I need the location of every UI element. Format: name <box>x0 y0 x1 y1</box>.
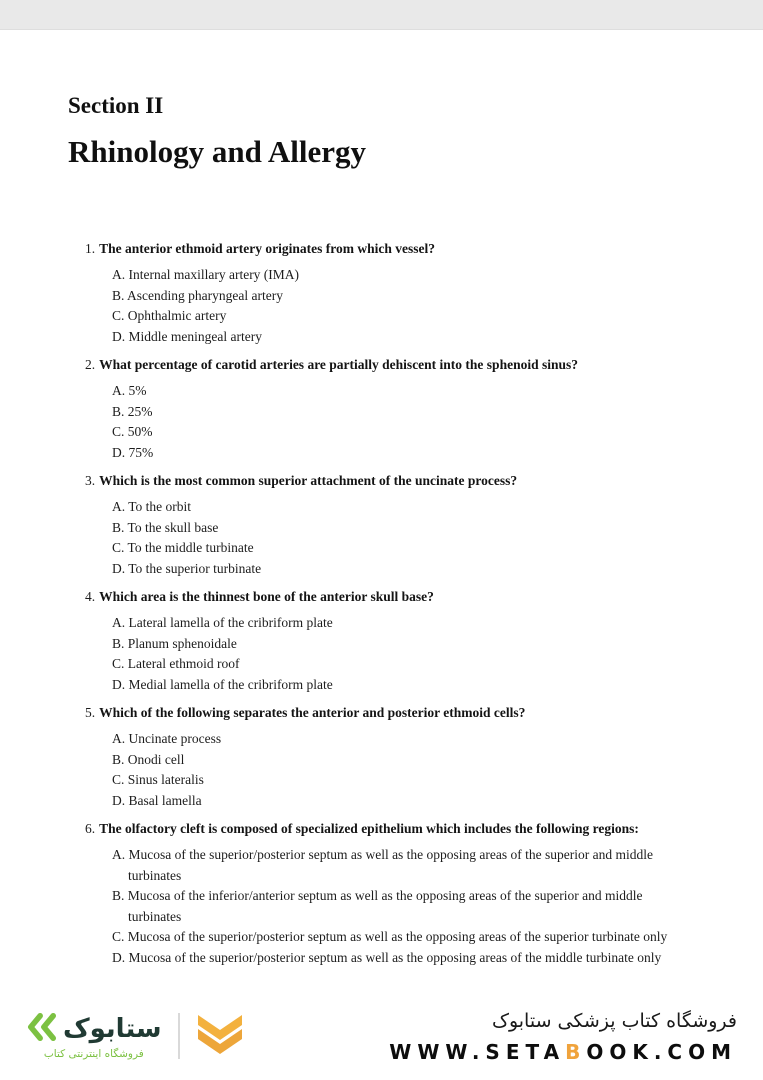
store-title: فروشگاه کتاب پزشکی ستابوک <box>491 1009 737 1032</box>
answer-option: D. Middle meningeal artery <box>112 328 262 344</box>
answer-option: A. To the orbit <box>112 499 192 514</box>
answer-option: A. Uncinate process <box>112 731 222 746</box>
options-group <box>85 845 673 968</box>
answer-option: A. 5% <box>112 383 147 398</box>
answer-option: B. 25% <box>112 403 153 419</box>
question <box>85 818 695 968</box>
footer-divider <box>178 1013 180 1059</box>
answer-option: B. To the skull base <box>112 519 219 535</box>
answer-option: C. Sinus lateralis <box>112 772 204 787</box>
answer-option: B. Planum sphenoidale <box>112 635 237 651</box>
answer-option: D. Medial lamella of the cribriform plate <box>112 676 333 692</box>
website-url: WWW.SETABOOK.COM <box>389 1039 737 1064</box>
answer-option: B. Ascending pharyngeal artery <box>112 287 283 303</box>
question-number: 6. <box>85 821 96 836</box>
question <box>85 354 695 463</box>
footer-text-block <box>389 1009 737 1064</box>
setabook-logo <box>26 1013 244 1060</box>
answer-option: D. Basal lamella <box>112 792 202 808</box>
answer-option: C. Ophthalmic artery <box>112 308 227 323</box>
section-heading: Section II <box>68 93 164 118</box>
options-group <box>85 497 673 579</box>
question <box>85 470 695 579</box>
answer-option: A. Mucosa of the superior/posterior septum as well as the opposing areas of the superior and middle turbinates <box>112 847 653 883</box>
brand-tagline: فروشگاه اینترنتی کتاب <box>43 1047 144 1060</box>
question-text: Which is the most common superior attachment of the uncinate process? <box>99 473 518 488</box>
question-text: Which of the following separates the anterior and posterior ethmoid cells? <box>99 705 526 720</box>
question-number: 2. <box>85 357 96 372</box>
answer-option: C. To the middle turbinate <box>112 540 254 555</box>
question-number: 4. <box>85 589 96 604</box>
answer-option: C. Mucosa of the superior/posterior septum as well as the opposing areas of the superior turbinate only <box>112 929 668 944</box>
page <box>0 30 763 998</box>
options-group <box>85 381 673 463</box>
question <box>85 702 695 811</box>
question-list <box>68 238 695 968</box>
answer-option: A. Lateral lamella of the cribriform plate <box>112 615 333 630</box>
question-number: 5. <box>85 705 96 720</box>
options-group <box>85 729 673 811</box>
question-text: Which area is the thinnest bone of the anterior skull base? <box>99 589 434 604</box>
options-group <box>85 613 673 695</box>
answer-option: C. Lateral ethmoid roof <box>112 656 240 671</box>
answer-option: C. 50% <box>112 424 153 439</box>
footer <box>0 998 763 1080</box>
question-text: The anterior ethmoid artery originates from which vessel? <box>99 241 435 256</box>
answer-option: B. Mucosa of the inferior/anterior septum as well as the opposing areas of the superior and middle turbinates <box>112 888 643 924</box>
answer-option: D. To the superior turbinate <box>112 560 262 576</box>
answer-option: B. Onodi cell <box>112 751 185 767</box>
options-group <box>85 265 673 347</box>
question-text: What percentage of carotid arteries are partially dehiscent into the sphenoid sinus? <box>99 357 578 372</box>
url-accent: B <box>565 1039 587 1064</box>
question <box>85 238 695 347</box>
answer-option: D. 75% <box>112 444 154 460</box>
question-number: 3. <box>85 473 96 488</box>
question <box>85 586 695 695</box>
page-title: Rhinology and Allergy <box>68 134 366 169</box>
brand-name: ستابوک <box>63 1013 162 1044</box>
question-text: The olfactory cleft is composed of specialized epithelium which includes the following regions: <box>99 821 639 836</box>
answer-option: A. Internal maxillary artery (IMA) <box>112 267 300 282</box>
chevron-left-icon <box>26 1013 58 1045</box>
question-number: 1. <box>85 241 96 256</box>
double-chevron-icon <box>196 1013 244 1059</box>
top-band <box>0 0 763 30</box>
answer-option: D. Mucosa of the superior/posterior septum as well as the opposing areas of the middle turbinate only <box>112 949 662 965</box>
